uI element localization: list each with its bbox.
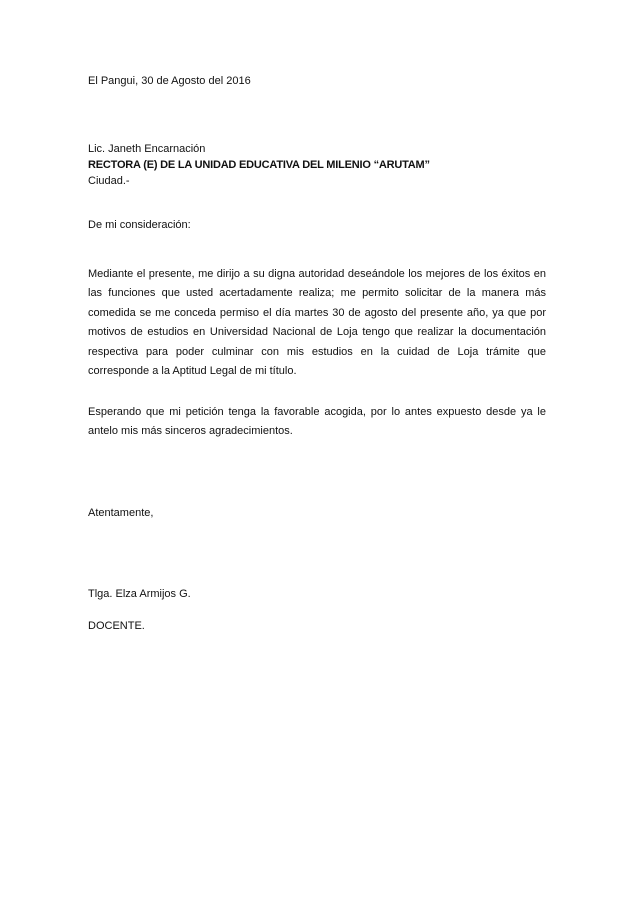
recipient-city: Ciudad.- <box>88 175 130 187</box>
body-paragraph-2: Esperando que mi petición tenga la favorable acogida, por lo antes expuesto desde ya le antelo mis más sinceros agradecimientos. <box>88 406 546 438</box>
body-paragraph-1: Mediante el presente, me dirijo a su digna autoridad deseándole los mejores de los éxitos en las funciones que usted acertadamente realiza; me permito solicitar de la manera más comedida se me conceda permiso el día martes 30 de agosto del presente año, ya que por motivos de estudios en Universidad Nacional de Loja tengo que realizar la documentación respectiva para poder culminar con mis estudios en la cuidad de Loja trámite que corresponde a la Aptitud Legal de mi título. <box>88 268 546 378</box>
salutation: De mi consideración: <box>88 219 191 231</box>
recipient-name: Lic. Janeth Encarnación <box>88 143 206 155</box>
place-date: El Pangui, 30 de Agosto del 2016 <box>88 75 251 87</box>
signer-name: Tlga. Elza Armijos G. <box>88 588 191 600</box>
signer-role: DOCENTE. <box>88 620 145 632</box>
closing: Atentamente, <box>88 507 154 519</box>
recipient-title: RECTORA (E) DE LA UNIDAD EDUCATIVA DEL MILENIO “ARUTAM” <box>88 159 430 171</box>
